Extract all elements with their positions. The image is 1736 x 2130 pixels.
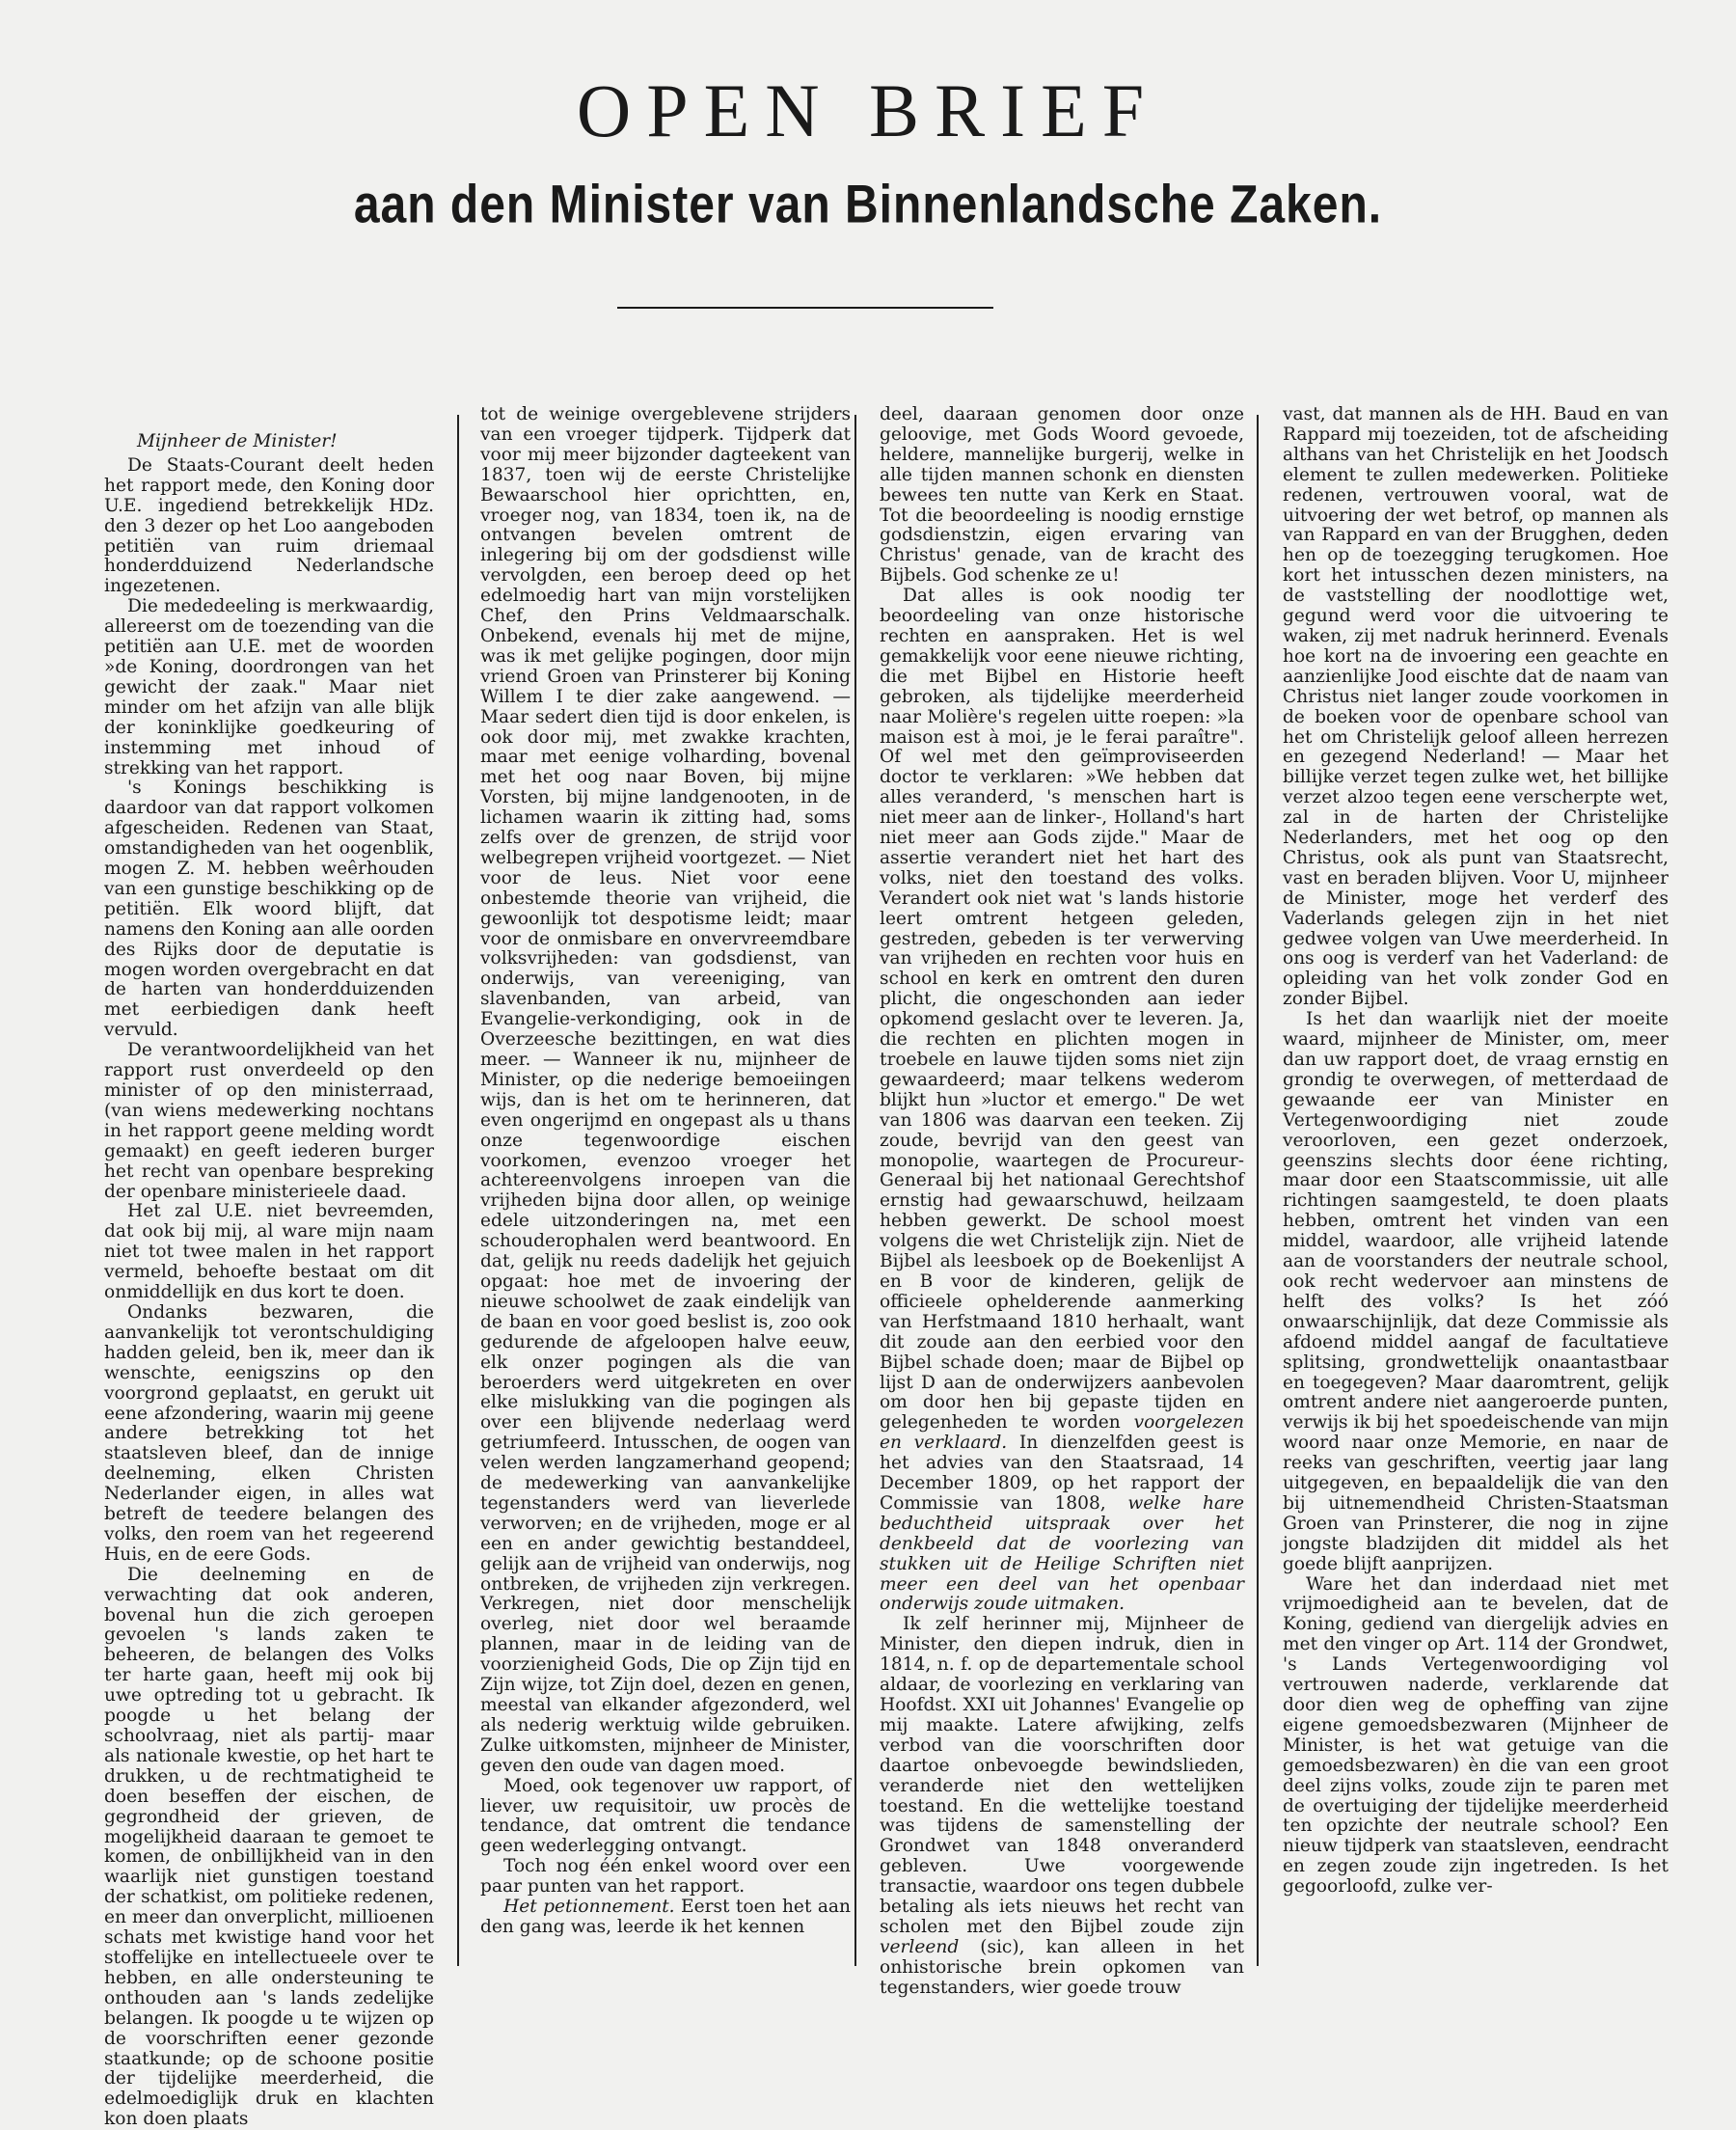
paragraph-text: (sic), kan alleen in het onhistorische brein opkomen van tegenstanders, wier goede trouw (880, 1936, 1244, 1998)
paragraph-text: Dat alles is ook noodig ter beoordeeling van onze historische rechten en aanspraken. Het is wel gemakkelijk voor eene nieuwe richting, die met Bijbel en Historie heeft gebroken, als tijdelijke meerderheid naar Molière's regelen uitte roepen: »la maison est à moi, je le ferai paraître". Of wel met den geïmproviseerden doctor te verklaren: »We hebben dat alles veranderd, 's menschen hart is niet meer aan de linker-, Holland's hart niet meer aan Gods zijde." Maar de assertie verandert niet het hart des volks, niet den toestand des volks. Verandert ook niet wat 's lands historie leert omtrent hetgeen geleden, gestreden, gebeden is ter verwerving van vrijheden en rechten voor huis en school en kerk en omtrent den duren plicht, die ongeschonden aan ieder opkomend geslacht over te leveren. Ja, die rechten en plichten mogen in troebele en lauwe tijden soms niet zijn gewaardeerd; maar telkens wederom blijkt hun »luctor et emergo." De wet van 1806 was daarvan een teeken. Zij zoude, bevrijd van den geest van monopolie, waartegen de Procureur-Generaal bij het nationaal Gerechtshof ernstig had gewaarschuwd, heilzaam hebben gewerkt. De school moest volgens die wet Christelijk zijn. Niet de Bijbel als leesboek op de Boekenlijst A en B voor de kinderen, gelijk de officieele ophelderende aanmerking van Herfstmaand 1810 herhaalt, want dit zoude aan den eerbied voor den Bijbel schade doen; maar de Bijbel op lijst D aan de onderwijzers aanbevolen om door hen bij gepaste tijden en gelegenheden te worden (880, 586, 1244, 1434)
paragraph: tot de weinige overgeblevene strijders van een vroeger tijdperk. Tijdperk dat voor mij meer bijzonder dagteekent van 1837, toen wij de eerste Christelijke Bewaarschool hier oprichtten, en, vroeger nog, van 1834, toen ik, na de ontvangen bevelen omtrent de inlegering bij om der godsdienst wille vervolgden, een beroep deed op het edelmoedig hart van mijn vorstelijken Chef, den Prins Veldmaarschalk. Onbekend, evenals hij met de mijne, was ik met gelijke pogingen, door mijn vriend Groen van Prinsterer bij Koning Willem I te dier zake aangewend. — Maar sedert dien tijd is door enkelen, is ook door mij, met zwakke krachten, maar met eenige volharding, bovenal met het oog naar Boven, bij mijne Vorsten, bij mijne landgenooten, in de lichamen waarin ik zitting had, soms zelfs over de grenzen, de strijd voor welbegrepen vrijheid voortgezet. — Niet voor de leus. Niet voor eene onbestemde theorie van vrijheid, die gewoonlijk tot despotisme leidt; maar voor de onmisbare en onvervreemdbare volksvrijheden: van godsdienst, van onderwijs, van vereeniging, van slavenbanden, van arbeid, van Evangelie-verkondiging, ook in de Overzeesche bezittingen, en wat dies meer. — Wanneer ik nu, mijnheer de Minister, op die nederige bemoeiingen wijs, dan is het om te herinneren, dat even ongerijmd en ongepast als u thans onze tegenwoordige eischen voorkomen, evenzoo vroeger het achtereenvolgens inroepen van die vrijheden bijna door allen, op weinige edele uitzonderingen na, met een schouderophalen werd beantwoord. En dat, gelijk nu reeds dadelijk het gejuich opgaat: hoe met de invoering der nieuwe schoolwet de zaak eindelijk van de baan en voor goed beslist is, zoo ook gedurende de afgeloopen halve eeuw, elk onzer pogingen als die van beroerders werd uitgekreten en over elke mislukking van die pogingen als over een blijvende nederlaag werd getriumfeerd. Intusschen, de oogen van velen werden langzamerhand geopend; de medewerking van aanvankelijke tegenstanders werd van lieverlede verworven; en de vrijheden, moge er al een en ander gewichtig bestanddeel, gelijk aan de vrijheid van onderwijs, nog ontbreken, de vrijheden zijn verkregen. Verkregen, niet door menschelijk overleg, niet door wel beraamde plannen, maar in de leiding van de voorzienigheid Gods, Die op Zijn tijd en Zijn wijze, tot Zijn doel, dezen en genen, meestal van elkander afgezonderd, wel als nederig werktuig wilde gebruiken. Zulke uitkomsten, mijnheer de Minister, geven den oude van dagen moed. (480, 404, 851, 1776)
paragraph: deel, daaraan genomen door onze geloovige, met Gods Woord gevoede, heldere, mannelijke burgerij, welke in alle tijden mannen schonk en diensten bewees ten nutte van Kerk en Staat. Tot die beoordeeling is noodig ernstige godsdienstzin, eigen ervaring van Christus' genade, van de kracht des Bijbels. God schenke ze u! (880, 404, 1244, 587)
emphasis: voorgelezen en verklaard. (880, 1412, 1244, 1454)
paragraph (480, 1898, 851, 1938)
column-1 (104, 405, 434, 2130)
paragraph-text: Ik zelf herinner mij, Mijnheer de Minister, den diepen indruk, dien in 1814, n. f. op de departementale school aldaar, de voorlezing en verklaring van Hoofdst. XXI uit Johannes' Evangelie op mij maakte. Latere afwijking, zelfs verbod van die voorschriften door daartoe onbevoegde bewindslieden, veranderde niet den wettelijken toestand. En die wettelijke toestand was tijdens de samenstelling der Grondwet van 1848 onveranderd gebleven. Uwe voorgewende transactie, waardoor ons tegen dubbele betaling als iets nieuws het recht van scholen met den Bijbel zoude zijn (880, 1614, 1244, 1937)
paragraph: Het zal U.E. niet bevreemden, dat ook bij mij, al ware mijn naam niet tot twee malen in het rapport vermeld, behoefte bestaat om dit onmiddellijk en dus kort te doen. (104, 1201, 434, 1303)
paragraph: vast, dat mannen als de HH. Baud en van Rappard mij toezeiden, tot de afscheiding althans van het Christelijk en het Joodsch element te zullen medewerken. Politieke redenen, vertrouwen vooral, wat de uitvoering der wet betrof, op mannen als van Rappard en van der Brugghen, deden hen op de toezegging terugkomen. Hoe kort het intusschen dezen ministers, na de vaststelling der noodlottige wet, gegund werd voor die uitvoering te waken, zij met nadruk herinnerd. Evenals hoe kort na de invoering een geachte en aanzienlijke Jood eischte dat de naam van Christus niet langer zoude voorkomen in de boeken voor de openbare school van het om Christelijk geloof alleen herrezen en gezegend Nederland! — Maar het billijke verzet tegen zulke wet, het billijke verzet alzoo tegen eene verscherpte wet, zal in de harten der Christelijke Nederlanders, met het oog op den Christus, ook als punt van Staatsrecht, vast en beraden blijven. Voor U, mijnheer de Minister, moge het verderf des Vaderlands gelegen zijn in het niet gedwee volgen van Uwe meerderheid. In ons oog is verderf van het Vaderland: de opleiding van het volk zonder God en zonder Bijbel. (1283, 404, 1668, 1010)
paragraph: Is het dan waarlijk niet der moeite waard, mijnheer de Minister, om, meer dan uw rapport doet, de vraag ernstig en grondig te overwegen, of metterdaad de gewaande eer van Minister en Vertegenwoordiging niet zoude veroorloven, een gezet onderzoek, geenszins slechts door éene richting, maar door een Staatscommissie, uit alle richtingen saamgesteld, te doen plaats hebben, omtrent het vinden van een middel, waardoor, alle vrijheid latende aan de voorstanders der neutrale school, ook recht wedervoer aan minstens de helft des volks? Is het zóó onwaarschijnlijk, dat deze Commissie als afdoend middel aangaf de facultatieve splitsing, grondwettelijk onaantastbaar en toegegeven? Maar daaromtrent, gelijk omtrent andere niet aangeroerde punten, verwijs ik bij het spoedeischende van mijn woord naar onze Memorie, en naar de reeks van geschriften, veertig jaar lang uitgegeven, en bepaaldelijk die van den bij uitnemendheid Christen-Staatsman Groen van Prinsterer, die nog in zijne jongste bladzijden dit middel als het goede blijft aanprijzen. (1283, 1009, 1668, 1574)
paragraph: 's Konings beschikking is daardoor van dat rapport volkomen afgescheiden. Redenen van Staat, omstandigheden van het oogenblik, mogen Z. M. hebben weêrhouden van een gunstige beschikking op de petitiën. Elk woord blijft, dat namens den Koning aan alle oorden des Rijks door de deputatie is mogen worden overgebracht en dat de harten van honderdduizenden met eerbiedigen dank heeft vervuld. (104, 778, 434, 1041)
paragraph (880, 1615, 1244, 1998)
title-rule (617, 307, 993, 309)
paragraph: Die deelneming en de verwachting dat ook anderen, bovenal hun die zich geroepen gevoelen 's lands zaken te beheeren, de belangen des Volks ter harte gaan, heeft mij ook bij uwe optreding tot u gebracht. Ik poogde u het belang der schoolvraag, niet als partij- maar als nationale kwestie, op het hart te drukken, u de rechtmatigheid te doen beseffen der eischen, de gegrondheid der grieven, de mogelijkheid daaraan te gemoet te komen, de onbillijkheid van in den waarlijk niet gunstigen toestand der schatkist, om politieke redenen, en meer dan onverplicht, millioenen schats met kwistige hand voor het stoffelijke en intellectueele over te hebben, en alle ondersteuning te onthouden aan 's lands zedelijke belangen. Ik poogde u te wijzen op de voorschriften eener gezonde staatkunde; op de schoone positie der tijdelijke meerderheid, die edelmoediglijk druk en klachten kon doen plaats (104, 1564, 434, 2130)
paragraph-text: In dienzelfden geest is het advies van den Staatsraad, 14 December 1809, op het rapport der Commissie van 1808, (880, 1433, 1244, 1514)
paragraph: Die mededeeling is merkwaardig, allereerst om de toezending van die petitiën aan U.E. met de woorden »de Koning, doordrongen van het gewicht der zaak." Maar niet minder om het afzijn van alle blijk der koninklijke goedkeuring of instemming met inhoud of strekking van het rapport. (104, 596, 434, 778)
section-lead: Het petionnement. (503, 1897, 675, 1918)
salutation: Mijnheer de Minister! (137, 431, 338, 451)
paragraph: Toch nog één enkel woord over een paar punten van het rapport. (480, 1856, 851, 1898)
paragraph: De Staats-Courant deelt heden het rapport mede, den Koning door U.E. ingediend betrekkelijk HDz. den 3 dezer op het Loo aangeboden petitiën van ruim driemaal honderdduizend Nederlandsche ingezetenen. (104, 454, 434, 597)
column-3 (880, 404, 1245, 1998)
emphasis: welke hare beduchtheid uitspraak over het denkbeeld dat de voorlezing van stukken uit de Heilige Schriften niet meer een deel van het openbaar onderwijs zoude uitmaken. (880, 1492, 1245, 1615)
paragraph: Moed, ook tegenover uw rapport, of liever, uw requisitoir, uw procès de tendance, dat omtrent die tendance geen wederlegging ontvangt. (480, 1775, 851, 1857)
column-2 (480, 405, 851, 1966)
page-title: OPEN BRIEF (576, 68, 1160, 152)
emphasis: verleend (880, 1936, 960, 1957)
column-4 (1283, 405, 1668, 1966)
paragraph: Ware het dan inderdaad niet met vrijmoedigheid aan te bevelen, dat de Koning, gediend van diergelijk advies en met den vinger op Art. 114 der Grondwet, 's Lands Vertegenwoordiging vol vertrouwen naderde, verklarende dat door dien weg de opheffing van zijne eigene gemoedsbezwaren (Mijnheer de Minister, is het wat getuige van die gemoedsbezwaren) èn die van een groot deel zijns volks, zoude zijn te paren met de overtuiging der tijdelijke meerderheid ten opzichte der neutrale school? Een nieuw tijdperk van staatsleven, eendracht en zegen zoude zijn ingetreden. Is het gegoorloofd, zulke ver- (1283, 1573, 1668, 1898)
paragraph: Ondanks bezwaren, die aanvankelijk tot verontschuldiging hadden geleid, ben ik, meer dan ik wenschte, eenigszins op den voorgrond geplaatst, en gerukt uit eene afzondering, waarin mij geene andere betrekking tot het staatsleven bleef, dan de innige deelneming, elken Christen Nederlander eigen, in alles wat betreft de teedere belangen des volks, den roem van het regeerend Huis, en de eere Gods. (104, 1301, 434, 1565)
page-subtitle: aan den Minister van Binnenlandsche Zaken. (353, 176, 1383, 234)
paragraph: De verantwoordelijkheid van het rapport rust onverdeeld op den minister of op den ministerraad, (van wiens medewerking nochtans in het rapport geene melding wordt gemaakt) en geeft iederen burger het recht van openbare bespreking der openbare ministerieele daad. (104, 1040, 434, 1202)
paragraph (880, 587, 1244, 1615)
paragraph-text: Eerst toen het aan den gang was, leerde ik het kennen (480, 1897, 851, 1937)
article-body (0, 404, 1736, 2130)
